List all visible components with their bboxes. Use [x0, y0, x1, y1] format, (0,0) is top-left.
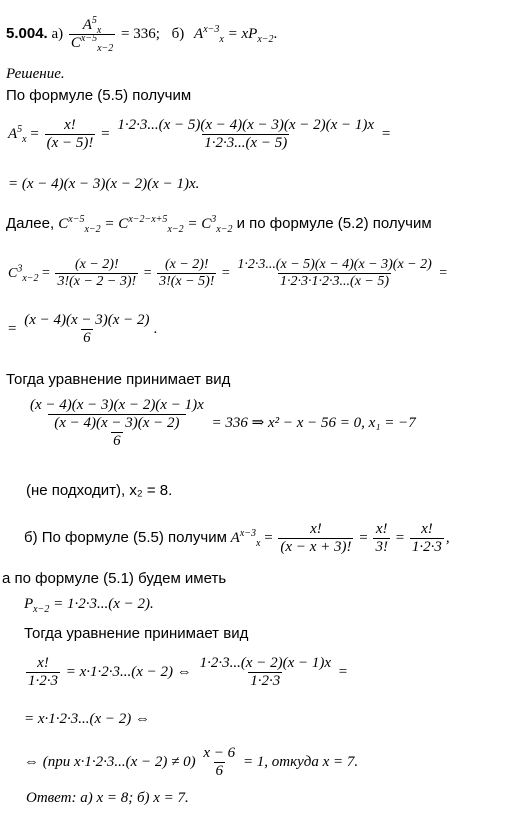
final-eq-3: ⇔ (при x·1·2·3...(x − 2) ≠ 0) $\frac{x - 6}{6}$ = 1, откуда x = 7. [24, 745, 359, 779]
answer-label: Ответ: [26, 790, 77, 806]
problem-statement: 5.004. а) $\frac{A^5_x}{C^{x-5}_{x-2}}$ = 336; б) $A^{x-3}_x = xP_{x-2}$. [6, 15, 278, 54]
togda-line-2: Тогда уравнение принимает вид [24, 625, 249, 642]
text-line-1: По формуле (5.5) получим [6, 87, 192, 104]
final-eq-1: $\frac{x!}{1\cdot 2\cdot 3}$ = x·1·2·3...(x − 2) ⇔ $\frac{1\cdot 2\cdot 3...(x - 2)(x - 1)x}{1\cdot 2\cdot 3}$ = [28, 655, 348, 689]
part-a-fraction: $\frac{A^5_x}{C^{x-5}_{x-2}}$ [70, 15, 114, 54]
formula-c3: $C^3_{x-2}$ = $\frac{(x - 2)!}{3!(x - 2 - 3)!}$ = $\frac{(x - 2)!}{3!(x - 5)!}$ = $\frac{1\cdot 2\cdot 3...(x - 5)(x - 4)(x - 3)(x - 2)}{1\cdot 2\cdot 3\cdot 1\cdot 2\cdot 3...(x - 5)}$ = [8, 257, 448, 289]
togda-line-1: Тогда уравнение принимает вид [6, 371, 231, 388]
problem-number: 5.004. [6, 24, 48, 42]
formula-c3-result: = $\frac{(x - 4)(x - 3)(x - 2)}{6}$ . [8, 312, 158, 346]
answer-line [26, 791, 189, 806]
part-a-label: а) [51, 25, 64, 42]
part-b-sub: x−2 [257, 33, 274, 45]
equation-main: $\frac{(x - 4)(x - 3)(x - 2)(x - 1)x}{\frac{(x - 4)(x - 3)(x - 2)}{6}}$ = 336 ⇒ x² − x − 56 = 0, x₁ = −7 [30, 397, 416, 449]
solution-heading: Решение. [6, 66, 65, 82]
formula-a5-result: = (x − 4)(x − 3)(x − 2)(x − 1)x. [8, 176, 200, 192]
part-a-rhs: = 336; [121, 25, 160, 42]
equation-rhs: = 336 ⇒ x² − x − 56 = 0, x₁ = −7 [211, 414, 416, 431]
final-eq-2: = x·1·2·3...(x − 2) ⇔ [24, 711, 151, 727]
part-b-label: б) [171, 25, 185, 42]
dalee-line: Далее, $C^{x-5}_{x-2} = C^{x-2-x+5}_{x-2} = C^3_{x-2}$ и по формуле (5.2) получим [6, 214, 432, 235]
formula-a5: $A^5_x$ = $\frac{x!}{(x - 5)!}$ = $\frac{1\cdot 2\cdot 3...(x - 5)(x - 4)(x - 3)(x - 2)(x - 1)x}{1\cdot 2\cdot 3...(x - 5)}$ = [8, 117, 391, 151]
answer-text: а) x = 8; б) x = 7. [80, 790, 189, 806]
formula-51-line: а по формуле (5.1) будем иметь [2, 570, 227, 587]
p-line: $P_{x-2} = 1\cdot 2\cdot 3...(x - 2)$. [24, 596, 154, 615]
ne-podhodit: (не подходит), x₂ = 8. [26, 482, 173, 499]
part-b-equation: = xP [227, 25, 258, 42]
part-b-formula: б) По формуле (5.5) получим $A^{x-3}_x$ = $\frac{x!}{(x - x + 3)!}$ = $\frac{x!}{3!}$ = $\frac{x!}{1\cdot 2\cdot 3}$ , [24, 521, 450, 555]
